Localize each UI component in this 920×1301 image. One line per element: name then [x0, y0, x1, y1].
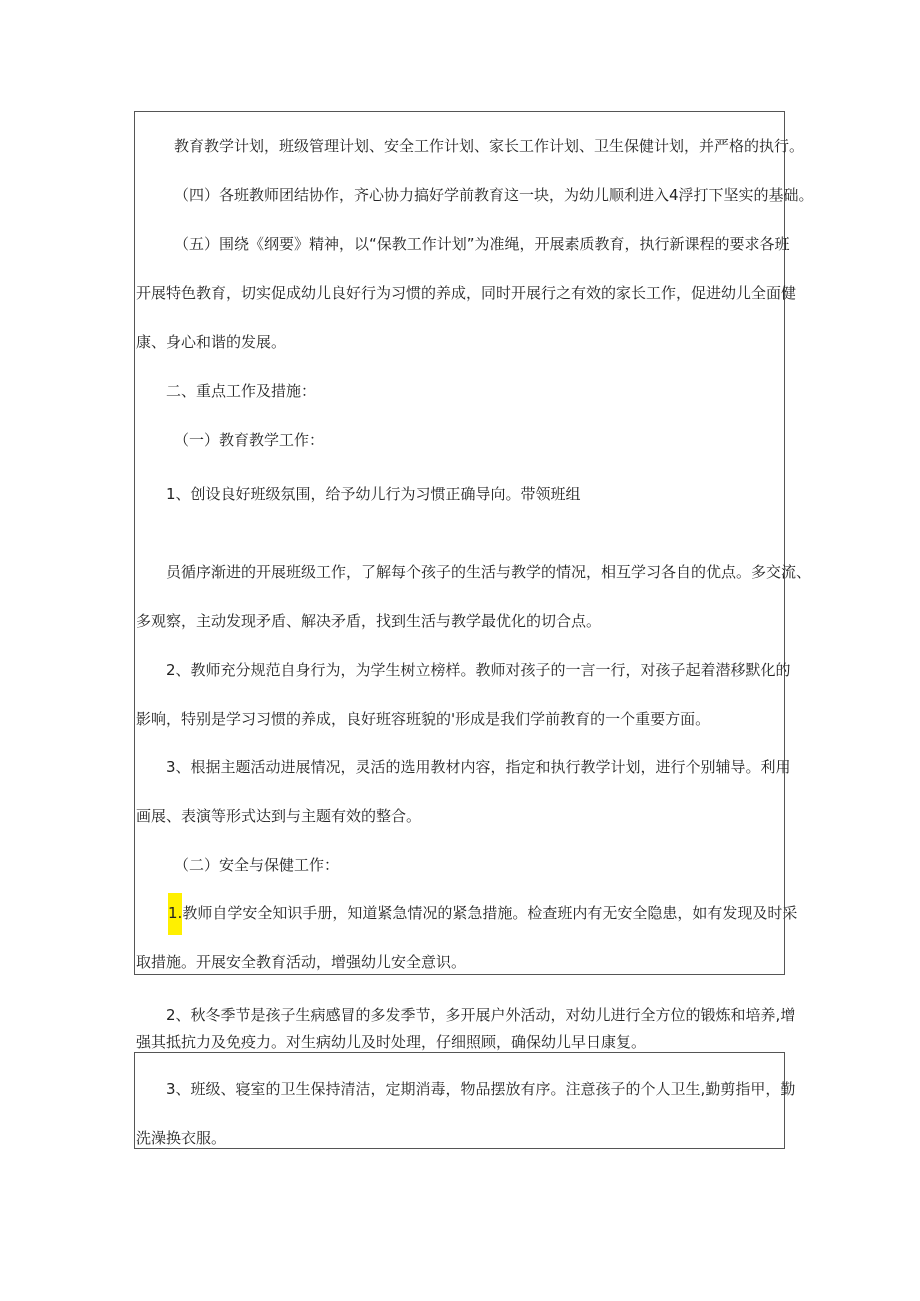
section-heading: 二、重点工作及措施： [166, 382, 317, 400]
highlighted-list-number: 1. [168, 893, 182, 935]
paragraph-line: （五）围绕《纲要》精神，以“保教工作计划”为准绳，开展素质教育，执行新课程的要求各班 [174, 235, 790, 253]
paragraph-line: 3、根据主题活动进展情况，灵活的选用教材内容，指定和执行教学计划，进行个别辅导。利用 [166, 758, 791, 776]
paragraph-line [168, 903, 797, 935]
paragraph-line: （四）各班教师团结协作，齐心协力搞好学前教育这一块，为幼儿顺利进入4浮打下坚实的基础。 [174, 186, 814, 204]
paragraph-line: 1、创设良好班级氛围，给予幼儿行为习惯正确导向。带领班组 [166, 485, 581, 503]
paragraph-line: 康、身心和谐的发展。 [136, 333, 287, 351]
paragraph-line: 员循序渐进的开展班级工作，了解每个孩子的生活与教学的情况，相互学习各自的优点。多交流、 [166, 563, 812, 581]
paragraph-line: 2、教师充分规范自身行为，为学生树立榜样。教师对孩子的一言一行，对孩子起着潜移默化的 [166, 661, 791, 679]
paragraph-line: 画展、表演等形式达到与主题有效的整合。 [136, 807, 422, 825]
paragraph-line: 强其抵抗力及免疫力。对生病幼儿及时处理，仔细照顾，确保幼儿早日康复。 [136, 1033, 647, 1051]
text-box-bottom [134, 1052, 785, 1149]
paragraph-line: 取措施。开展安全教育活动，增强幼儿安全意识。 [136, 953, 467, 971]
paragraph-line: 洗澡换衣服。 [136, 1129, 227, 1147]
paragraph-line: 3、班级、寝室的卫生保持清洁，定期消毒，物品摆放有序。注意孩子的个人卫生,勤剪指甲，勤 [166, 1080, 796, 1098]
paragraph-line: 教育教学计划，班级管理计划、安全工作计划、家长工作计划、卫生保健计划，并严格的执行。 [174, 137, 805, 155]
paragraph-line: 影响，特别是学习习惯的养成，良好班容班貌的'形成是我们学前教育的一个重要方面。 [136, 710, 711, 728]
paragraph-text: 教师自学安全知识手册，知道紧急情况的紧急措施。检查班内有无安全隐患，如有发现及时采 [182, 904, 798, 922]
paragraph-line: 开展特色教育，切实促成幼儿良好行为习惯的养成，同时开展行之有效的家长工作，促进幼儿全面健 [136, 284, 797, 302]
paragraph-line: 多观察，主动发现矛盾、解决矛盾，找到生活与教学最优化的切合点。 [136, 612, 602, 630]
paragraph-line: 2、秋冬季节是孩子生病感冒的多发季节，多开展户外活动，对幼儿进行全方位的锻炼和培养,增 [166, 1006, 796, 1024]
subsection-heading: （二）安全与保健工作： [174, 856, 340, 874]
subsection-heading: （一）教育教学工作： [174, 431, 325, 449]
